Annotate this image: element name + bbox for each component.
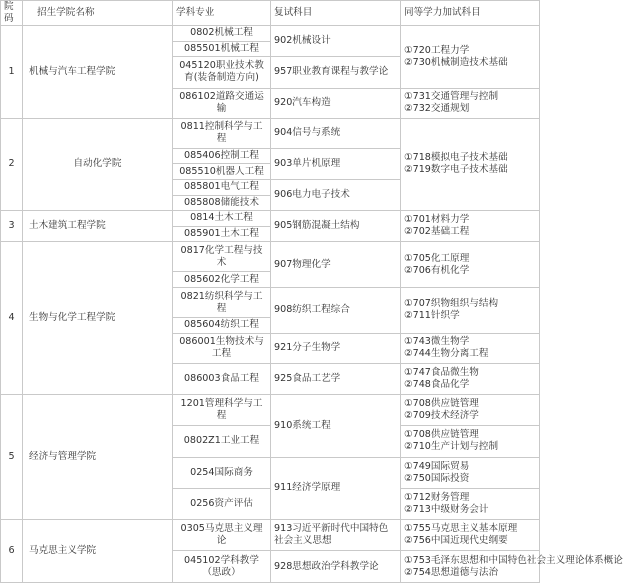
retest-subject-cell: 921分子生物学: [271, 333, 401, 363]
equivalent-subject-item: ①743微生物学: [404, 336, 470, 348]
table-row: [1, 242, 540, 272]
equivalent-subject-item: ①708供应链管理: [404, 398, 479, 410]
equivalent-subject-item: ①707织物组织与结构: [404, 298, 499, 310]
equivalent-subject-cell: [401, 457, 540, 488]
retest-subject-cell: 910系统工程: [271, 395, 401, 458]
equivalent-subject-cell: [401, 520, 540, 551]
equivalent-subject-item: ①755马克思主义基本原理: [404, 523, 518, 535]
equivalent-subject-cell: [401, 242, 540, 288]
major-cell: 085602化学工程: [173, 272, 271, 288]
major-cell: 086003食品工程: [173, 363, 271, 394]
retest-subject-cell: 902机械设计: [271, 26, 401, 57]
equivalent-subject-item: ①749国际贸易: [404, 460, 470, 472]
major-cell: 0254国际商务: [173, 457, 271, 488]
major-cell: 0817化学工程与技术: [173, 242, 271, 272]
school-code: 3: [1, 211, 23, 242]
header-row: [1, 1, 540, 26]
equivalent-subject-item: ②756中国近现代史纲要: [404, 535, 508, 547]
major-cell: 0305马克思主义理论: [173, 520, 271, 551]
header-school-code: 院码: [1, 1, 23, 26]
major-cell: 0802机械工程: [173, 26, 271, 42]
major-cell: 0802Z1工业工程: [173, 426, 271, 457]
equivalent-subject-cell: [401, 26, 540, 89]
equivalent-subject-cell: [401, 426, 540, 457]
equivalent-subject-cell: [401, 333, 540, 363]
header-school-name: 招生学院名称: [23, 1, 173, 26]
table-row: [1, 520, 540, 536]
retest-subject-cell: 906电力电子技术: [271, 179, 401, 210]
retest-subject-cell: 928思想政治学科教学论: [271, 551, 401, 583]
equivalent-subject-item: ①747食品微生物: [404, 366, 479, 378]
equivalent-subject-cell: [401, 118, 540, 211]
major-cell: 0814土木工程: [173, 211, 271, 227]
equivalent-subject-item: ①712财务管理: [404, 491, 470, 503]
equivalent-subject-cell: [401, 551, 623, 583]
school-code: 5: [1, 395, 23, 520]
retest-subject-cell: 913习近平新时代中国特色社会主义思想: [271, 520, 401, 551]
major-cell: 085901土木工程: [173, 226, 271, 242]
equivalent-subject-item: ②709技术经济学: [404, 410, 479, 422]
header-major: 学科专业: [173, 1, 271, 26]
equivalent-subject-item: ①720工程力学: [404, 44, 470, 56]
major-cell: 1201管理科学与工程: [173, 395, 271, 426]
header-retest-subject: 复试科目: [271, 1, 401, 26]
retest-subject-cell: 905钢筋混凝土结构: [271, 211, 401, 242]
retest-subject-cell: 904信号与系统: [271, 118, 401, 148]
equivalent-subject-item: ②702基础工程: [404, 226, 470, 238]
major-cell: 085406控制工程: [173, 148, 271, 164]
retest-subject-cell: 925食品工艺学: [271, 363, 401, 394]
school-name: 自动化学院: [23, 118, 173, 211]
equivalent-subject-item: ②706有机化学: [404, 264, 470, 276]
school-code: 1: [1, 26, 23, 119]
major-cell: 085801电气工程: [173, 179, 271, 195]
retest-subject-cell: 907物理化学: [271, 242, 401, 288]
retest-subject-cell: 957职业教育课程与教学论: [271, 57, 401, 88]
school-code: 4: [1, 242, 23, 395]
equivalent-subject-item: ②744生物分离工程: [404, 348, 489, 360]
equivalent-subject-cell: [401, 488, 540, 519]
equivalent-subject-item: ②719数字电子技术基础: [404, 164, 508, 176]
school-code: 6: [1, 520, 23, 583]
major-cell: 085510机器人工程: [173, 164, 271, 180]
table-row: [1, 26, 540, 42]
equivalent-subject-item: ②710生产计划与控制: [404, 441, 499, 453]
major-cell: 045102学科教学（思政）: [173, 551, 271, 583]
equivalent-subject-item: ②713中级财务会计: [404, 503, 489, 515]
major-cell: 086001生物技术与工程: [173, 333, 271, 363]
equivalent-subject-cell: [401, 288, 540, 334]
major-cell: 0811控制科学与工程: [173, 118, 271, 148]
major-cell: 085604纺织工程: [173, 318, 271, 334]
major-cell: 085501机械工程: [173, 41, 271, 57]
school-name: 生物与化学工程学院: [23, 242, 173, 395]
table-row: [1, 395, 540, 411]
school-name: 经济与管理学院: [23, 395, 173, 520]
major-cell: 0256资产评估: [173, 488, 271, 519]
equivalent-subject-item: ②730机械制造技术基础: [404, 56, 508, 68]
header-equivalent-subject: 同等学力加试科目: [401, 1, 540, 26]
major-cell: 0821纺织科学与工程: [173, 288, 271, 318]
school-name: 马克思主义学院: [23, 520, 173, 583]
retest-subject-cell: 920汽车构造: [271, 88, 401, 118]
equivalent-subject-item: ①701材料力学: [404, 214, 470, 226]
school-name: 土木建筑工程学院: [23, 211, 173, 242]
major-cell: 085808储能技术: [173, 195, 271, 211]
equivalent-subject-cell: [401, 395, 540, 426]
retest-subject-cell: 908纺织工程综合: [271, 288, 401, 334]
table-row: [1, 118, 540, 148]
equivalent-subject-item: ①718模拟电子技术基础: [404, 152, 508, 164]
equivalent-subject-item: ②750国际投资: [404, 472, 470, 484]
equivalent-subject-item: ②732交通规划: [404, 103, 470, 115]
retest-subject-cell: 903单片机原理: [271, 148, 401, 179]
retest-subject-cell: 911经济学原理: [271, 457, 401, 520]
equivalent-subject-cell: [401, 211, 540, 242]
major-cell: 045120职业技术教育(装备制造方向): [173, 57, 271, 88]
school-code: 2: [1, 118, 23, 211]
equivalent-subject-item: ①753毛泽东思想和中国特色社会主义理论体系概论: [404, 554, 623, 566]
equivalent-subject-item: ①708供应链管理: [404, 429, 479, 441]
equivalent-subject-cell: [401, 88, 540, 118]
school-name: 机械与汽车工程学院: [23, 26, 173, 119]
equivalent-subject-cell: [401, 363, 540, 394]
equivalent-subject-item: ②711针织学: [404, 310, 460, 322]
equivalent-subject-item: ①731交通管理与控制: [404, 91, 499, 103]
equivalent-subject-item: ②748食品化学: [404, 378, 470, 390]
equivalent-subject-item: ②754思想道德与法治: [404, 566, 499, 578]
equivalent-subject-item: ①705化工原理: [404, 252, 470, 264]
table-row: [1, 211, 540, 227]
major-cell: 086102道路交通运输: [173, 88, 271, 118]
